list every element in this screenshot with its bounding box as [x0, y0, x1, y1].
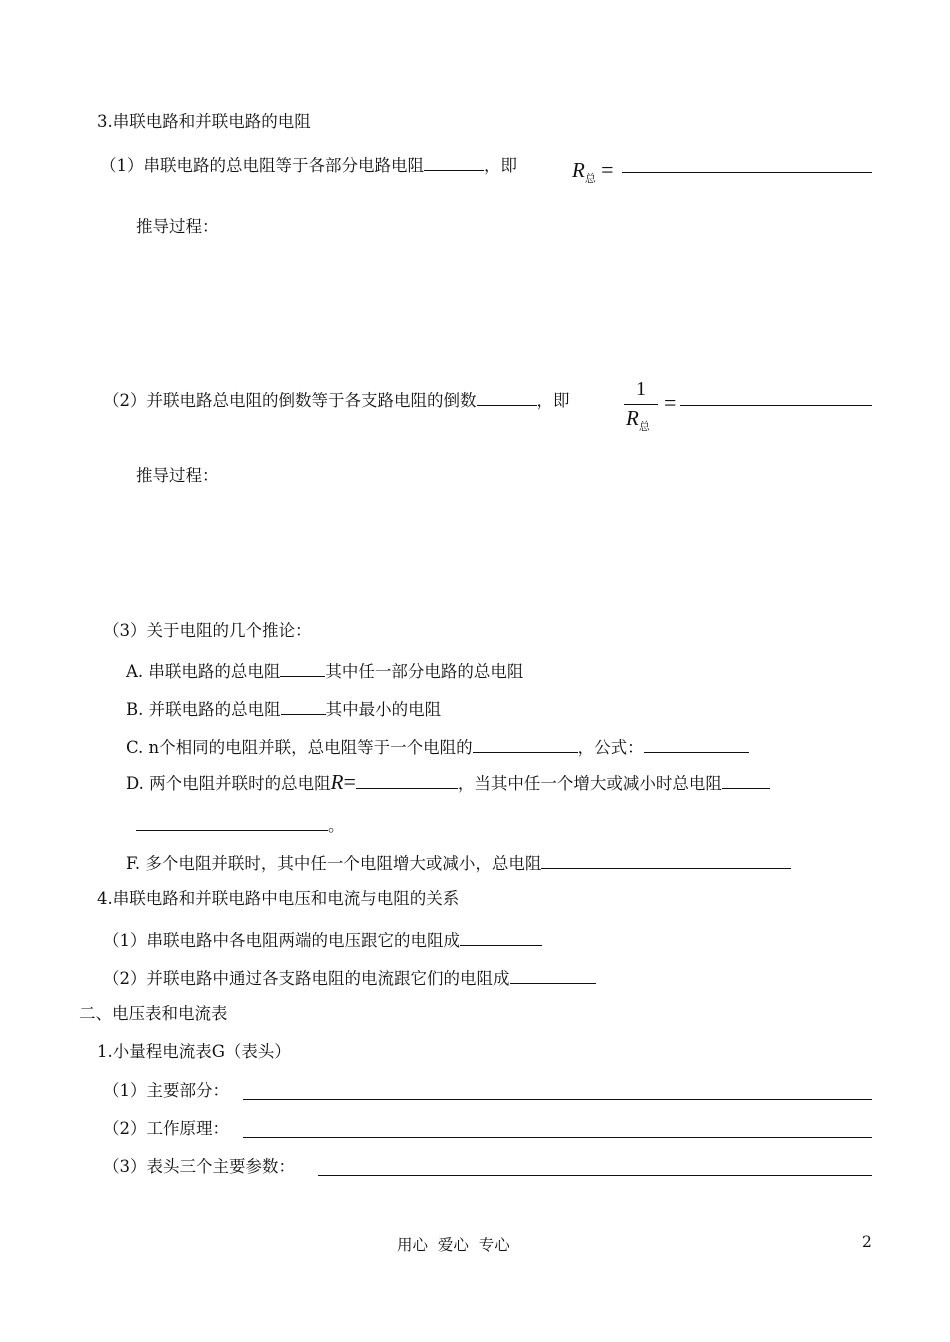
part-2-heading: 二、电压表和电流表 [79, 1004, 228, 1023]
equals-sign: = [664, 390, 677, 415]
formula-r-total: $R_总$ = [572, 157, 614, 185]
blank-line[interactable] [622, 172, 872, 173]
blank[interactable] [460, 927, 542, 946]
blank[interactable] [477, 387, 537, 406]
blank[interactable] [510, 965, 596, 984]
blank[interactable] [473, 734, 578, 753]
s3-p1: （1）串联电路的总电阻等于各部分电路电阻 ，即 [100, 152, 517, 177]
blank[interactable] [136, 812, 328, 831]
blank[interactable] [541, 850, 791, 869]
section-4-heading: 4.串联电路和并联电路中电压和电流与电阻的关系 [97, 889, 460, 908]
derivation-label: 推导过程： [136, 466, 219, 485]
s4-p2: （2）并联电路中通过各支路电阻的电流跟它们的电阻成 [103, 965, 596, 990]
part-2-sub1: 1.小量程电流表G（表头） [97, 1042, 291, 1061]
q3: （3）表头三个主要参数： [103, 1157, 295, 1176]
blank-line[interactable] [318, 1175, 872, 1176]
blank[interactable] [356, 770, 458, 789]
blank[interactable] [281, 696, 326, 715]
q2: （2）工作原理： [103, 1119, 229, 1138]
blank[interactable] [644, 734, 749, 753]
s3-p3: （3）关于电阻的几个推论： [103, 621, 312, 640]
blank-line[interactable] [243, 1137, 872, 1138]
s3-p1-text: （1）串联电路的总电阻等于各部分电路电阻 [100, 156, 424, 175]
blank[interactable] [424, 152, 484, 171]
blank-line[interactable] [680, 405, 872, 406]
item-f: F. 多个电阻并联时，其中任一个电阻增大或减小，总电阻 [126, 850, 791, 875]
s4-p1: （1）串联电路中各电阻两端的电压跟它的电阻成 [103, 927, 542, 952]
blank-line[interactable] [243, 1099, 872, 1100]
section-3-heading: 3.串联电路和并联电路的电阻 [97, 112, 311, 131]
blank[interactable] [722, 770, 770, 789]
item-d-continued: 。 [136, 812, 345, 837]
footer-motto: 用心 爱心 专心 [397, 1236, 510, 1254]
derivation-label: 推导过程： [136, 217, 219, 236]
page-number: 2 [862, 1233, 872, 1251]
item-b: B. 并联电路的总电阻 其中最小的电阻 [126, 696, 441, 721]
blank[interactable] [280, 658, 325, 677]
item-c: C. n个相同的电阻并联，总电阻等于一个电阻的 ，公式： [126, 734, 749, 759]
item-a: A. 串联电路的总电阻 其中任一部分电路的总电阻 [126, 658, 523, 683]
s3-p2: （2）并联电路总电阻的倒数等于各支路电阻的倒数 ，即 [103, 387, 570, 412]
item-d: D. 两个电阻并联时的总电阻R= ，当其中任一个增大或减小时总电阻 [126, 770, 770, 795]
q1: （1）主要部分： [103, 1081, 229, 1100]
